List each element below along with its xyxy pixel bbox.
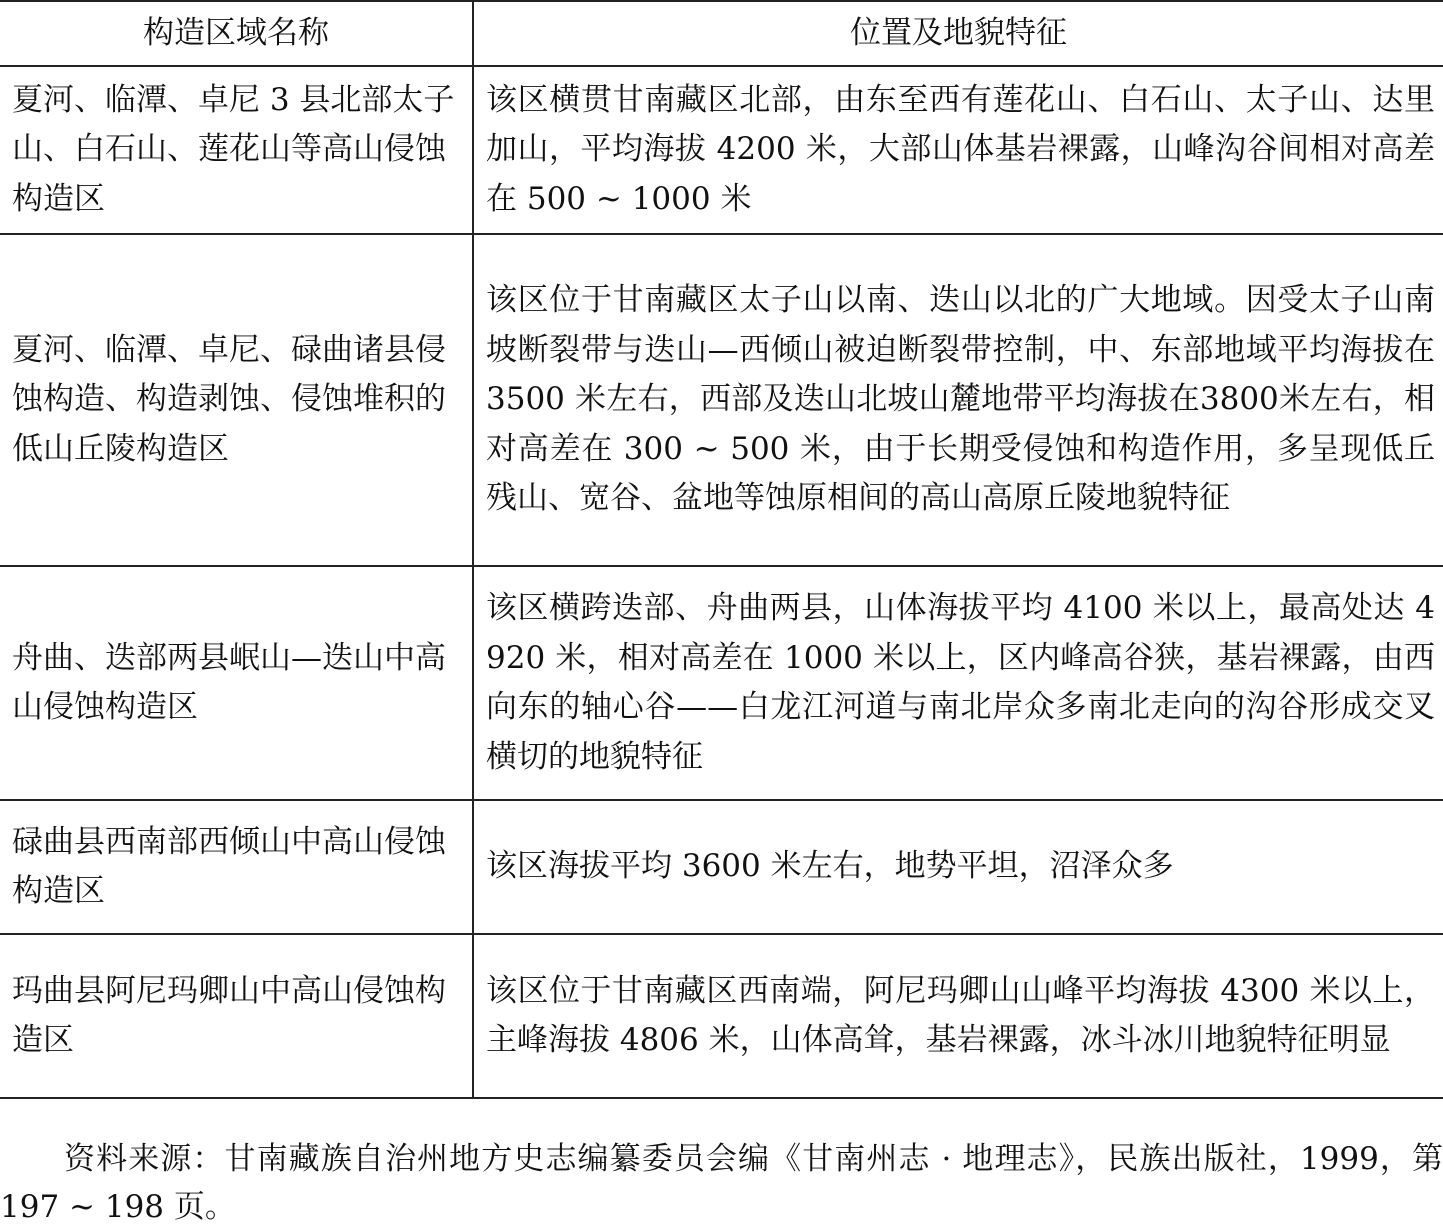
- region-desc-cell: 该区横贯甘南藏区北部，由东至西有莲花山、白石山、太子山、达里加山，平均海拔 4200 米，大部山体基岩裸露，山峰沟谷间相对高差在 500 ~ 1000 米: [473, 66, 1443, 234]
- source-note: 资料来源：甘南藏族自治州地方史志编纂委员会编《甘南州志 · 地理志》，民族出版社，1999，第197 ~ 198 页。: [0, 1141, 1443, 1225]
- table-header-row: [0, 1, 1443, 66]
- table-row: [0, 800, 1443, 934]
- table-row: [0, 66, 1443, 234]
- table-row: [0, 934, 1443, 1098]
- region-name-cell: 碌曲县西南部西倾山中高山侵蚀构造区: [0, 800, 473, 934]
- table-row: [0, 566, 1443, 800]
- region-desc-cell: 该区海拔平均 3600 米左右，地势平坦，沼泽众多: [473, 800, 1443, 934]
- header-location-features: 位置及地貌特征: [473, 1, 1443, 66]
- region-desc-cell: 该区横跨迭部、舟曲两县，山体海拔平均 4100 米以上，最高处达 4920 米，相对高差在 1000 米以上，区内峰高谷狭，基岩裸露，由西向东的轴心谷——白龙江河道与南北岸众多南北走向的沟谷形成交叉横切的地貌特征: [473, 566, 1443, 800]
- region-name-cell: 夏河、临潭、卓尼、碌曲诸县侵蚀构造、构造剥蚀、侵蚀堆积的低山丘陵构造区: [0, 234, 473, 566]
- region-name-cell: 玛曲县阿尼玛卿山中高山侵蚀构造区: [0, 934, 473, 1098]
- table-row: [0, 234, 1443, 566]
- header-region-name: 构造区域名称: [0, 1, 473, 66]
- region-name-cell: 舟曲、迭部两县岷山—迭山中高山侵蚀构造区: [0, 566, 473, 800]
- region-name-cell: 夏河、临潭、卓尼 3 县北部太子山、白石山、莲花山等高山侵蚀构造区: [0, 66, 473, 234]
- region-desc-cell: 该区位于甘南藏区西南端，阿尼玛卿山山峰平均海拔 4300 米以上，主峰海拔 4806 米，山体高耸，基岩裸露，冰斗冰川地貌特征明显: [473, 934, 1443, 1098]
- region-desc-cell: 该区位于甘南藏区太子山以南、迭山以北的广大地域。因受太子山南坡断裂带与迭山—西倾山被迫断裂带控制，中、东部地域平均海拔在3500 米左右，西部及迭山北坡山麓地带平均海拔在3800米左右，相对高差在 300 ~ 500 米，由于长期受侵蚀和构造作用，多呈现低丘残山、宽谷、盆地等蚀原相间的高山高原丘陵地貌特征: [473, 234, 1443, 566]
